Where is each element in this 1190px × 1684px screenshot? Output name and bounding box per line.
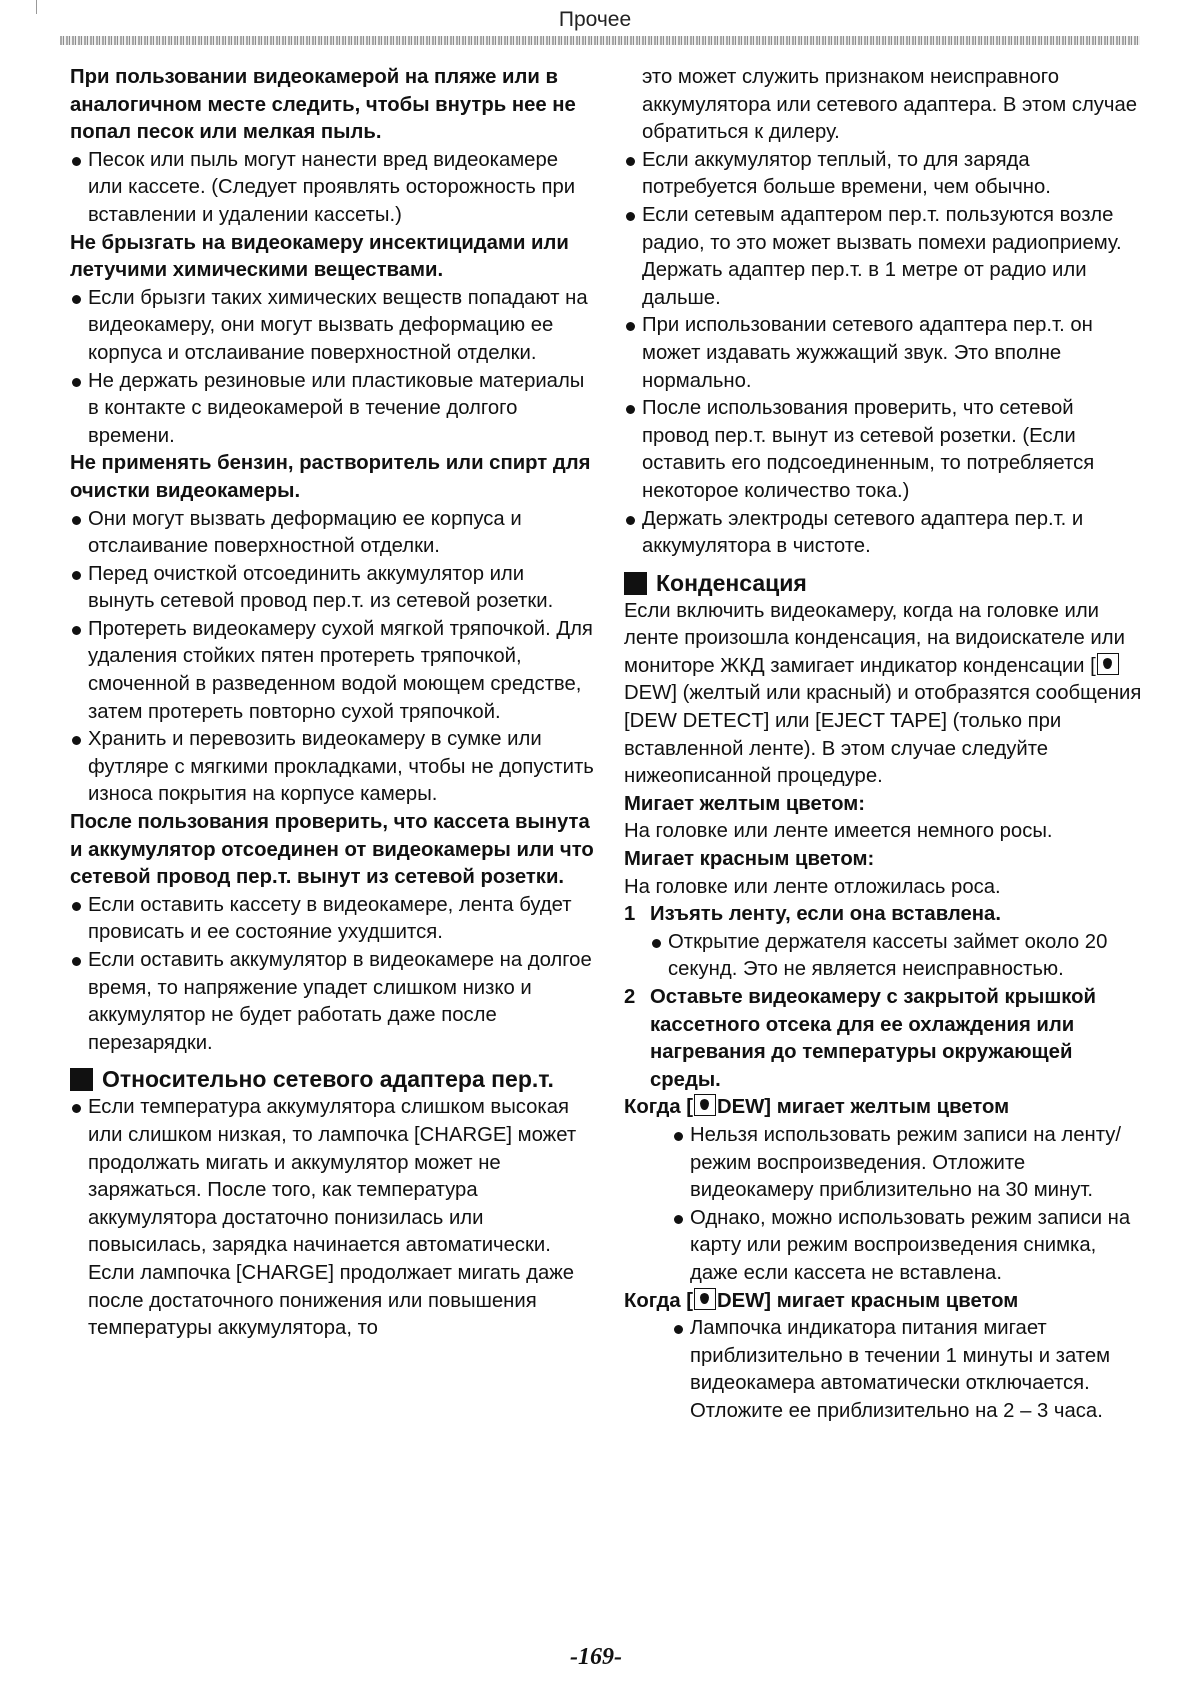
- bullet-item: Песок или пыль могут нанести вред видеокамере или кассете. (Следует проявлять осторожность при вставлении и удалении кассеты.): [70, 147, 595, 230]
- bullet-item: Протереть видеокамеру сухой мягкой тряпочкой. Для удаления стойких пятен протереть тряпочкой, смоченной в разведенном водой моющем средстве, затем протереть повторно сухой тряпочкой.: [70, 616, 595, 726]
- step-1: [624, 901, 1144, 929]
- bullet-item: После использования проверить, что сетевой провод пер.т. вынут из сетевой розетки. (Если оставить его подсоединенным, то потребляется некоторое количество тока.): [624, 395, 1144, 505]
- condensation-paragraph: [624, 598, 1144, 791]
- text-blink-yellow: На головке или ленте имеется немного росы.: [624, 820, 1053, 843]
- bullet-item: Если оставить аккумулятор в видеокамере на долгое время, то напряжение упадет слишком низко и аккумулятор не будет работать даже после перезарядки.: [70, 947, 595, 1057]
- bullet-text: режим воспроизведения. Отложите видеокамеру приблизительно на 30 минут.: [690, 1151, 1094, 1202]
- bullet-item: Перед очисткой отсоединить аккумулятор или вынуть сетевой провод пер.т. из сетевой розетки.: [70, 561, 595, 616]
- heading-when-yellow: [624, 1094, 1144, 1122]
- text-blink-red: На головке или ленте отложилась роса.: [624, 875, 1001, 898]
- section-title: Конденсация: [656, 569, 807, 596]
- header-divider: [60, 36, 1140, 45]
- bullet-item: Если аккумулятор теплый, то для заряда потребуется больше времени, чем обычно.: [624, 147, 1144, 202]
- heading-cleaning: Не применять бензин, растворитель или спирт для очистки видеокамеры.: [70, 452, 591, 502]
- bullet-item: Открытие держателя кассеты займет около 20 секунд. Это не является неисправностью.: [650, 929, 1144, 984]
- bullet-text: Нельзя использовать режим записи на ленту/: [690, 1123, 1121, 1146]
- bullet-item: Не держать резиновые или пластиковые материалы в контакте с видеокамерой в течение долгого времени.: [70, 368, 595, 451]
- bullet-item: При использовании сетевого адаптера пер.т. он может издавать жужжащий звук. Это вполне нормально.: [624, 312, 1144, 395]
- section-square-icon: [70, 1068, 93, 1091]
- paragraph-text: DEW] (желтый или красный) и отобразятся сообщения [DEW DETECT] или [EJECT TAPE] (только при вставленной ленте). В этом случае следуйте нижеописанной процедуре.: [624, 682, 1142, 788]
- heading-text: DEW] мигает красным цветом: [716, 1289, 1019, 1312]
- dew-drop-icon: [694, 1094, 716, 1116]
- label-blink-yellow: Мигает желтым цветом:: [624, 792, 866, 815]
- dew-drop-icon: [1097, 653, 1119, 675]
- bullet-item: Держать электроды сетевого адаптера пер.т. и аккумулятора в чистоте.: [624, 506, 1144, 561]
- heading-text: DEW] мигает желтым цветом: [716, 1096, 1010, 1119]
- bullet-item: Если температура аккумулятора слишком высокая или слишком низкая, то лампочка [CHARGE] может продолжать мигать и аккумулятор может не заряжаться. После того, как температура аккумулятора достаточно понизилась или повысилась, зарядка начинается автоматически. Если лампочка [CHARGE] продолжает мигать даже после достаточного понижения или повышения температуры аккумулятора, то: [70, 1094, 595, 1342]
- section-square-icon: [624, 572, 647, 595]
- bullet-item: Лампочка индикатора питания мигает приблизительно в течении 1 минуты и затем видеокамера автоматически отключается. Отложите ее приблизительно на 2 – 3 часа.: [672, 1315, 1144, 1425]
- section-heading-condensation: [624, 569, 1144, 598]
- heading-text: Когда [: [624, 1096, 693, 1119]
- step-number: 1: [624, 903, 636, 926]
- page-header-title: Прочее: [558, 8, 632, 31]
- step-number: 2: [624, 986, 636, 1008]
- step-text: Изъять ленту, если она вставлена.: [650, 903, 1001, 926]
- dew-drop-icon: [694, 1288, 716, 1310]
- left-column: [70, 64, 595, 1343]
- heading-text: Когда [: [624, 1289, 693, 1312]
- page-number: -169-: [570, 1644, 622, 1670]
- bullet-item: Хранить и перевозить видеокамеру в сумке или футляре с мягкими прокладками, чтобы не допустить износа покрытия на корпусе камеры.: [70, 726, 595, 809]
- step-text: Оставьте видеокамеру с закрытой крышкой кассетного отсека для ее охлаждения или нагревания до температуры окружающей среды.: [650, 986, 1097, 1091]
- section-title: Относительно сетевого адаптера пер.т.: [102, 1066, 554, 1093]
- continued-text: это может служить признаком неисправного аккумулятора или сетевого адаптера. В этом случае обратиться к дилеру.: [642, 66, 1138, 144]
- heading-insecticides: Не брызгать на видеокамеру инсектицидами или летучими химическими веществами.: [70, 231, 569, 282]
- heading-when-red: [624, 1288, 1144, 1316]
- bullet-item: Если оставить кассету в видеокамере, лента будет провисать и ее состояние ухудшится.: [70, 892, 595, 947]
- section-heading-ac-adapter: [70, 1065, 595, 1094]
- bullet-item: [672, 1122, 1144, 1205]
- label-blink-red: Мигает красным цветом:: [624, 848, 875, 871]
- step-2: [624, 984, 1144, 1094]
- bullet-item: Если брызги таких химических веществ попадают на видеокамеру, они могут вызвать деформацию ее корпуса и отслаивание поверхностной отделки.: [70, 285, 595, 368]
- heading-after-use: После пользования проверить, что кассета вынута и аккумулятор отсоединен от видеокамеры или что сетевой провод пер.т. вынут из сетевой розетки.: [70, 811, 594, 889]
- bullet-item: Однако, можно использовать режим записи на карту или режим воспроизведения снимка, даже если кассета не вставлена.: [672, 1205, 1144, 1288]
- right-column: [624, 64, 1144, 1426]
- bullet-item: Они могут вызвать деформацию ее корпуса и отслаивание поверхностной отделки.: [70, 506, 595, 561]
- paragraph-text: Если включить видеокамеру, когда на головке или ленте произошла конденсация, на видоискателе или мониторе ЖКД замигает индикатор конденсации [: [624, 599, 1125, 677]
- heading-beach: При пользовании видеокамерой на пляже или в аналогичном месте следить, чтобы внутрь нее не попал песок или мелкая пыль.: [70, 66, 576, 144]
- bullet-item: Если сетевым адаптером пер.т. пользуются возле радио, то это может вызвать помехи радиоприему. Держать адаптер пер.т. в 1 метре от радио или дальше.: [624, 202, 1144, 312]
